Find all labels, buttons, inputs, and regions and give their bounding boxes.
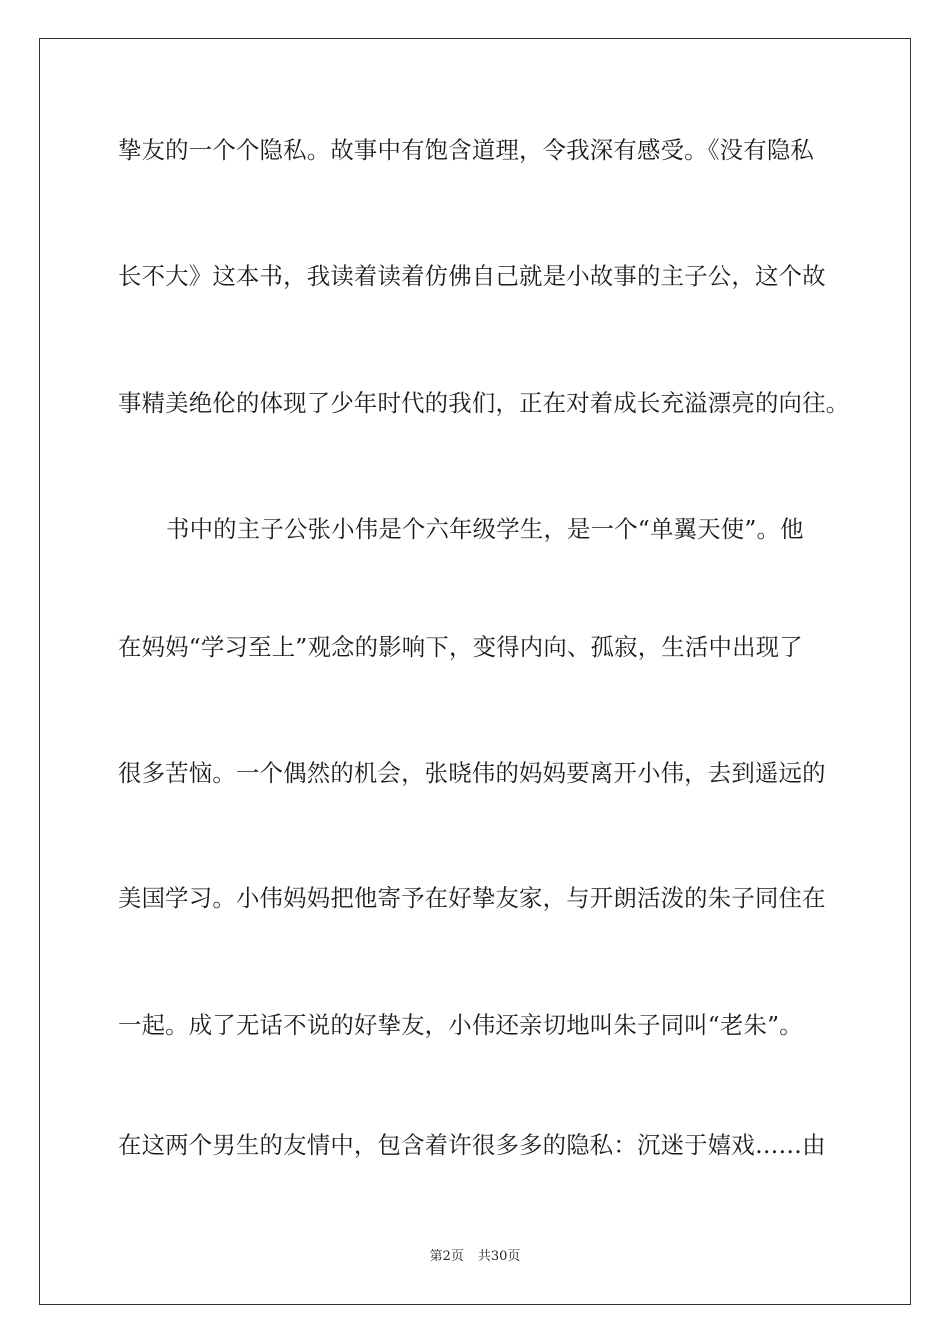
page-number: 第2页: [429, 1249, 464, 1264]
text-line: 长不大》这本书，我读着读着仿佛自己就是小故事的主子公，这个故: [118, 262, 826, 290]
text-line: 挚友的一个个隐私。故事中有饱含道理，令我深有感受。《没有隐私: [118, 136, 815, 164]
text-line: 美国学习。小伟妈妈把他寄予在好挚友家，与开朗活泼的朱子同住在: [118, 884, 826, 912]
text-line: 在妈妈“学习至上”观念的影响下，变得内向、孤寂，生活中出现了: [118, 633, 803, 661]
page-total: 共30页: [477, 1249, 521, 1264]
paragraph-first-line: 书中的主子公张小伟是个六年级学生，是一个“单翼天使”。他: [166, 515, 804, 543]
text-line: 很多苦恼。一个偶然的机会，张晓伟的妈妈要离开小伟，去到遥远的: [118, 759, 826, 787]
text-line: 在这两个男生的友情中，包含着许很多多的隐私：沉迷于嬉戏……由: [118, 1131, 826, 1159]
page-footer: [0, 1248, 950, 1266]
page-border: [39, 38, 911, 1305]
text-line: 一起。成了无话不说的好挚友，小伟还亲切地叫朱子同叫“老朱”。: [118, 1011, 803, 1039]
text-line: 事精美绝伦的体现了少年时代的我们，正在对着成长充溢漂亮的向往。: [118, 389, 850, 417]
